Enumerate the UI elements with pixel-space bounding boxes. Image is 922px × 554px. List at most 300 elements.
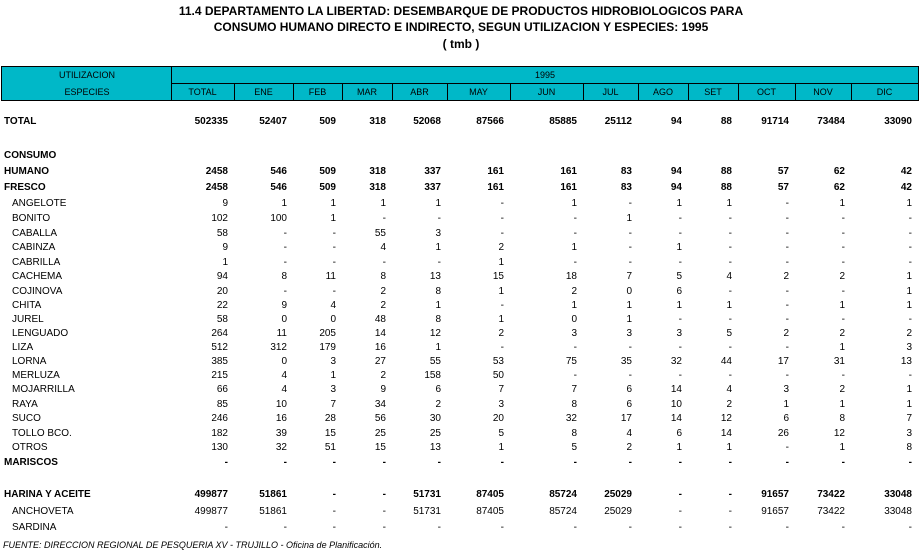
cell-jun: 161 xyxy=(560,182,577,193)
cell-jul: 2 xyxy=(626,442,632,453)
cell-feb: 509 xyxy=(319,182,336,193)
cell-total: 66 xyxy=(216,384,228,395)
cell-oct: 57 xyxy=(777,182,789,193)
cell-abr: 8 xyxy=(435,314,441,325)
cell-ago: 32 xyxy=(670,356,682,367)
cell-dic: 8 xyxy=(906,442,912,453)
cell-feb: 28 xyxy=(324,413,336,424)
cell-jun: 1 xyxy=(571,242,577,253)
cell-total: 22 xyxy=(216,300,228,311)
header-divider xyxy=(392,84,393,100)
table-row xyxy=(0,165,922,179)
cell-set: 44 xyxy=(720,356,732,367)
table-row xyxy=(0,227,922,241)
table-row xyxy=(0,299,922,313)
cell-oct: - xyxy=(785,342,789,353)
cell-abr: 52068 xyxy=(413,116,441,127)
cell-set: 1 xyxy=(726,300,732,311)
cell-ago: 94 xyxy=(670,182,682,193)
header-col-feb: FEB xyxy=(308,87,327,97)
cell-total: 102 xyxy=(211,213,228,224)
cell-set: - xyxy=(728,506,732,517)
cell-total: 58 xyxy=(216,314,228,325)
cell-ago: 94 xyxy=(670,116,682,127)
cell-set: 12 xyxy=(720,413,732,424)
cell-jul: - xyxy=(628,257,632,268)
cell-feb: 1 xyxy=(330,198,336,209)
cell-set: - xyxy=(728,228,732,239)
cell-set: 1 xyxy=(726,442,732,453)
cell-oct: 91657 xyxy=(761,489,789,500)
cell-feb: - xyxy=(332,286,336,297)
cell-ago: 6 xyxy=(676,286,682,297)
cell-ene: 51861 xyxy=(259,489,287,500)
header-col-abr: ABR xyxy=(410,87,429,97)
cell-abr: 25 xyxy=(429,428,441,439)
table-row xyxy=(0,212,922,226)
cell-oct: - xyxy=(785,198,789,209)
cell-dic: - xyxy=(908,457,912,468)
table-row xyxy=(0,197,922,211)
cell-jul: 25112 xyxy=(604,116,632,127)
cell-feb: 509 xyxy=(319,166,336,177)
header-divider xyxy=(447,84,448,100)
cell-ene: 39 xyxy=(275,428,287,439)
cell-ene: 4 xyxy=(281,370,287,381)
table-row xyxy=(0,270,922,284)
cell-nov: 1 xyxy=(839,442,845,453)
cell-feb: - xyxy=(332,522,336,533)
table-row xyxy=(0,341,922,355)
cell-ene: - xyxy=(283,522,287,533)
cell-nov: - xyxy=(841,228,845,239)
cell-jun: - xyxy=(573,213,577,224)
cell-nov: 62 xyxy=(833,166,845,177)
cell-jul: 1 xyxy=(626,300,632,311)
cell-ago: 14 xyxy=(670,384,682,395)
table-title-line-1: 11.4 DEPARTAMENTO LA LIBERTAD: DESEMBARQUE DE PRODUCTOS HIDROBIOLOGICOS PARA xyxy=(178,4,744,18)
cell-mar: - xyxy=(382,522,386,533)
cell-set: - xyxy=(728,342,732,353)
cell-abr: 8 xyxy=(435,286,441,297)
cell-may: 2 xyxy=(498,242,504,253)
cell-ene: 546 xyxy=(270,182,287,193)
cell-ene: 0 xyxy=(281,314,287,325)
cell-nov: - xyxy=(841,314,845,325)
cell-feb: - xyxy=(332,228,336,239)
cell-jun: 8 xyxy=(571,399,577,410)
cell-feb: 1 xyxy=(330,213,336,224)
cell-jul: 0 xyxy=(626,286,632,297)
cell-ago: 1 xyxy=(676,442,682,453)
cell-jun: 3 xyxy=(571,328,577,339)
cell-total: 499877 xyxy=(194,506,228,517)
cell-oct: - xyxy=(785,442,789,453)
cell-dic: - xyxy=(908,522,912,533)
cell-jul: 83 xyxy=(620,182,632,193)
cell-mar: - xyxy=(382,257,386,268)
cell-dic: 2 xyxy=(906,328,912,339)
row-label: CABINZA xyxy=(12,242,56,253)
cell-total: 130 xyxy=(211,442,228,453)
cell-nov: 2 xyxy=(839,328,845,339)
cell-set: - xyxy=(728,314,732,325)
row-label: MOJARRILLA xyxy=(12,384,75,395)
cell-abr: 51731 xyxy=(413,506,441,517)
cell-abr: 337 xyxy=(424,166,441,177)
cell-nov: 73484 xyxy=(817,116,845,127)
cell-may: - xyxy=(500,300,504,311)
table-row xyxy=(0,488,922,502)
cell-nov: 1 xyxy=(839,342,845,353)
header-divider xyxy=(583,84,584,100)
cell-dic: 33090 xyxy=(884,116,912,127)
cell-mar: 14 xyxy=(374,328,386,339)
row-label: COJINOVA xyxy=(12,286,63,297)
header-divider xyxy=(795,84,796,100)
source-note: FUENTE: DIRECCION REGIONAL DE PESQUERIA XV - TRUJILLO - Oficina de Planificación. xyxy=(3,540,383,550)
row-label: MARISCOS xyxy=(4,457,58,468)
table-row xyxy=(0,456,922,470)
cell-dic: 33048 xyxy=(884,506,912,517)
cell-ene: 10 xyxy=(275,399,287,410)
cell-dic: 42 xyxy=(900,166,912,177)
cell-mar: 56 xyxy=(374,413,386,424)
cell-oct: - xyxy=(785,257,789,268)
cell-jul: 7 xyxy=(626,271,632,282)
cell-mar: 48 xyxy=(374,314,386,325)
cell-set: - xyxy=(728,213,732,224)
cell-ago: - xyxy=(678,257,682,268)
table-row xyxy=(0,441,922,455)
cell-feb: - xyxy=(332,242,336,253)
cell-oct: - xyxy=(785,457,789,468)
cell-total: 20 xyxy=(216,286,228,297)
cell-may: - xyxy=(500,457,504,468)
cell-ago: 10 xyxy=(670,399,682,410)
cell-mar: - xyxy=(382,506,386,517)
cell-abr: - xyxy=(437,457,441,468)
cell-feb: 4 xyxy=(330,300,336,311)
cell-jun: 2 xyxy=(571,286,577,297)
cell-ago: - xyxy=(678,506,682,517)
cell-oct: - xyxy=(785,300,789,311)
cell-dic: - xyxy=(908,370,912,381)
table-row xyxy=(0,327,922,341)
cell-mar: 55 xyxy=(374,228,386,239)
cell-may: 20 xyxy=(492,413,504,424)
cell-may: 15 xyxy=(492,271,504,282)
cell-ago: 1 xyxy=(676,300,682,311)
cell-feb: 0 xyxy=(330,314,336,325)
cell-ago: - xyxy=(678,522,682,533)
cell-dic: - xyxy=(908,228,912,239)
cell-set: 4 xyxy=(726,271,732,282)
cell-ago: 14 xyxy=(670,413,682,424)
cell-set: 4 xyxy=(726,384,732,395)
cell-may: 53 xyxy=(492,356,504,367)
cell-nov: - xyxy=(841,457,845,468)
cell-feb: 509 xyxy=(319,116,336,127)
cell-jun: 75 xyxy=(565,356,577,367)
cell-jul: 1 xyxy=(626,213,632,224)
header-year: 1995 xyxy=(534,70,556,80)
cell-ene: 0 xyxy=(281,356,287,367)
cell-total: 9 xyxy=(222,198,228,209)
header-col-jun: JUN xyxy=(537,87,556,97)
row-label: MERLUZA xyxy=(12,370,60,381)
cell-ago: 3 xyxy=(676,328,682,339)
cell-dic: 1 xyxy=(906,399,912,410)
cell-ene: 100 xyxy=(270,213,287,224)
cell-jul: 1 xyxy=(626,314,632,325)
table-row xyxy=(0,256,922,270)
header-col-set: SET xyxy=(704,87,722,97)
cell-oct: 91657 xyxy=(761,506,789,517)
cell-jun: 5 xyxy=(571,442,577,453)
cell-jul: - xyxy=(628,228,632,239)
cell-ago: - xyxy=(678,314,682,325)
cell-ago: - xyxy=(678,228,682,239)
cell-abr: 3 xyxy=(435,228,441,239)
cell-jun: - xyxy=(573,457,577,468)
cell-total: 85 xyxy=(216,399,228,410)
cell-may: - xyxy=(500,522,504,533)
cell-oct: - xyxy=(785,228,789,239)
cell-may: 87405 xyxy=(476,489,504,500)
cell-may: - xyxy=(500,228,504,239)
cell-set: - xyxy=(728,457,732,468)
cell-may: 7 xyxy=(498,384,504,395)
cell-jul: - xyxy=(628,342,632,353)
row-label: OTROS xyxy=(12,442,48,453)
cell-ago: - xyxy=(678,213,682,224)
cell-set: - xyxy=(728,257,732,268)
header-col-mar: MAR xyxy=(357,87,377,97)
cell-oct: 2 xyxy=(783,328,789,339)
cell-abr: 6 xyxy=(435,384,441,395)
cell-feb: 51 xyxy=(324,442,336,453)
cell-jul: 25029 xyxy=(604,506,632,517)
cell-may: - xyxy=(500,198,504,209)
cell-may: - xyxy=(500,342,504,353)
cell-nov: 8 xyxy=(839,413,845,424)
cell-feb: 3 xyxy=(330,384,336,395)
table-row xyxy=(0,285,922,299)
cell-set: 88 xyxy=(720,116,732,127)
cell-mar: 8 xyxy=(380,271,386,282)
cell-abr: 13 xyxy=(429,442,441,453)
cell-nov: - xyxy=(841,370,845,381)
cell-ene: 52407 xyxy=(259,116,287,127)
header-divider xyxy=(293,84,294,100)
cell-dic: 3 xyxy=(906,342,912,353)
cell-nov: - xyxy=(841,286,845,297)
cell-jul: - xyxy=(628,457,632,468)
cell-total: 94 xyxy=(216,271,228,282)
row-label: CABALLA xyxy=(12,228,58,239)
cell-dic: 33048 xyxy=(884,489,912,500)
row-label: BONITO xyxy=(12,213,51,224)
cell-abr: 1 xyxy=(435,198,441,209)
cell-set: - xyxy=(728,370,732,381)
cell-feb: 3 xyxy=(330,356,336,367)
cell-oct: 1 xyxy=(783,399,789,410)
cell-may: 1 xyxy=(498,286,504,297)
cell-abr: 51731 xyxy=(413,489,441,500)
cell-dic: 42 xyxy=(900,182,912,193)
cell-jul: 3 xyxy=(626,328,632,339)
cell-jun: - xyxy=(573,370,577,381)
cell-ago: - xyxy=(678,342,682,353)
cell-may: 1 xyxy=(498,442,504,453)
cell-mar: 1 xyxy=(380,198,386,209)
cell-oct: 2 xyxy=(783,271,789,282)
cell-set: 2 xyxy=(726,399,732,410)
cell-ene: 11 xyxy=(276,328,287,339)
cell-abr: 2 xyxy=(435,399,441,410)
cell-feb: 7 xyxy=(330,399,336,410)
header-divider xyxy=(688,84,689,100)
row-label: TOLLO BCO. xyxy=(12,428,72,439)
cell-nov: 2 xyxy=(839,384,845,395)
cell-nov: - xyxy=(841,213,845,224)
table-title-line-2: CONSUMO HUMANO DIRECTO E INDIRECTO, SEGUN UTILIZACION Y ESPECIES: 1995 xyxy=(213,20,709,34)
header-utilizacion: UTILIZACION xyxy=(58,70,115,80)
table-unit: ( tmb ) xyxy=(442,37,480,51)
cell-mar: - xyxy=(382,457,386,468)
cell-ene: 312 xyxy=(270,342,287,353)
cell-dic: 1 xyxy=(906,271,912,282)
cell-ene: 546 xyxy=(270,166,287,177)
cell-nov: - xyxy=(841,257,845,268)
cell-nov: 31 xyxy=(833,356,845,367)
cell-ene: 4 xyxy=(281,384,287,395)
header-col-dic: DIC xyxy=(876,87,893,97)
cell-oct: 3 xyxy=(783,384,789,395)
cell-jul: 6 xyxy=(626,384,632,395)
row-label: FRESCO xyxy=(4,182,46,193)
cell-mar: 34 xyxy=(374,399,386,410)
cell-mar: 15 xyxy=(374,442,386,453)
cell-set: - xyxy=(728,522,732,533)
cell-nov: 1 xyxy=(839,198,845,209)
cell-jul: - xyxy=(628,242,632,253)
cell-may: 50 xyxy=(492,370,504,381)
cell-total: 2458 xyxy=(205,182,228,193)
cell-jun: 1 xyxy=(571,198,577,209)
row-label: SUCO xyxy=(12,413,41,424)
row-label: CHITA xyxy=(12,300,42,311)
cell-feb: - xyxy=(332,489,336,500)
cell-jun: - xyxy=(573,522,577,533)
cell-total: 385 xyxy=(211,356,228,367)
cell-total: 9 xyxy=(222,242,228,253)
cell-jun: - xyxy=(573,342,577,353)
cell-mar: 25 xyxy=(374,428,386,439)
cell-may: 1 xyxy=(498,314,504,325)
header-divider xyxy=(638,84,639,100)
cell-abr: 158 xyxy=(424,370,441,381)
cell-mar: 9 xyxy=(380,384,386,395)
table-row xyxy=(0,521,922,535)
cell-ene: 32 xyxy=(275,442,287,453)
row-label: HUMANO xyxy=(4,166,49,177)
cell-jun: - xyxy=(573,257,577,268)
cell-set: - xyxy=(728,242,732,253)
cell-ene: 16 xyxy=(275,413,287,424)
cell-may: 161 xyxy=(487,166,504,177)
cell-jun: - xyxy=(573,228,577,239)
cell-jun: 161 xyxy=(560,166,577,177)
cell-jun: 0 xyxy=(571,314,577,325)
cell-ene: - xyxy=(283,286,287,297)
row-label: LIZA xyxy=(12,342,34,353)
cell-oct: - xyxy=(785,286,789,297)
cell-total: 182 xyxy=(211,428,228,439)
cell-mar: 2 xyxy=(380,300,386,311)
cell-oct: 6 xyxy=(783,413,789,424)
cell-jul: 6 xyxy=(626,399,632,410)
cell-oct: - xyxy=(785,213,789,224)
cell-dic: 1 xyxy=(906,300,912,311)
cell-set: 88 xyxy=(720,166,732,177)
cell-may: 3 xyxy=(498,399,504,410)
cell-jul: 4 xyxy=(626,428,632,439)
cell-total: - xyxy=(224,457,228,468)
cell-ene: - xyxy=(283,228,287,239)
cell-set: 14 xyxy=(720,428,732,439)
cell-total: 58 xyxy=(216,228,228,239)
cell-feb: 1 xyxy=(330,370,336,381)
cell-abr: - xyxy=(437,213,441,224)
cell-jun: 85885 xyxy=(549,116,577,127)
cell-dic: 1 xyxy=(906,384,912,395)
cell-nov: - xyxy=(841,242,845,253)
header-divider xyxy=(851,84,852,100)
row-label: JUREL xyxy=(12,314,44,325)
cell-total: 512 xyxy=(211,342,228,353)
cell-nov: 1 xyxy=(839,300,845,311)
table-row xyxy=(0,369,922,383)
table-row xyxy=(0,241,922,255)
header-especies: ESPECIES xyxy=(64,87,110,97)
header-col-jul: JUL xyxy=(602,87,619,97)
cell-feb: - xyxy=(332,506,336,517)
cell-may: 2 xyxy=(498,328,504,339)
cell-set: - xyxy=(728,286,732,297)
cell-mar: 318 xyxy=(369,182,386,193)
cell-oct: - xyxy=(785,522,789,533)
cell-abr: 12 xyxy=(429,328,441,339)
header-col-total: TOTAL xyxy=(188,87,217,97)
cell-nov: - xyxy=(841,522,845,533)
cell-ago: 1 xyxy=(676,242,682,253)
cell-total: 502335 xyxy=(194,116,228,127)
cell-ene: 8 xyxy=(281,271,287,282)
cell-mar: - xyxy=(382,213,386,224)
header-divider xyxy=(234,84,235,100)
cell-nov: 62 xyxy=(833,182,845,193)
header-divider xyxy=(510,84,511,100)
cell-mar: 4 xyxy=(380,242,386,253)
cell-may: 87405 xyxy=(476,506,504,517)
cell-abr: 1 xyxy=(435,242,441,253)
cell-oct: - xyxy=(785,370,789,381)
cell-dic: 1 xyxy=(906,286,912,297)
cell-ene: - xyxy=(283,242,287,253)
cell-dic: 1 xyxy=(906,198,912,209)
